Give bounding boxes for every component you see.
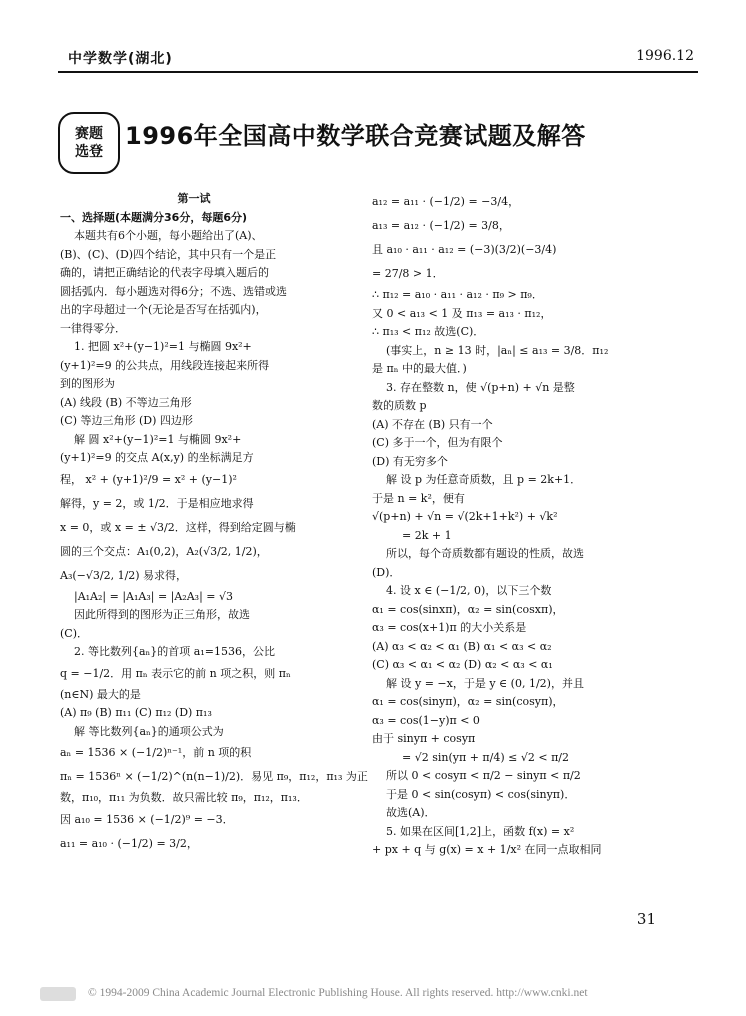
text-line: 所以 0 < cosyπ < π/2 − sinyπ < π/2: [386, 769, 581, 782]
text-line: (n∈N) 最大的是: [60, 687, 141, 701]
journal-name: 中学数学(湖北): [68, 51, 173, 67]
text-line: = 27/8 > 1．: [372, 267, 444, 280]
text-line: |A₁A₂| = |A₁A₃| = |A₂A₃| = √3: [74, 589, 233, 603]
text-line: 解得，y = 2，或 1/2．于是相应地求得: [60, 496, 254, 510]
text-line: (C) α₃ < α₁ < α₂ (D) α₂ < α₃ < α₁: [372, 658, 553, 671]
text-line: α₃ = cos(x+1)π 的大小关系是: [372, 621, 527, 634]
copyright-text: © 1994-2009 China Academic Journal Electronic Publishing House. All rights reserved. http://www.cnki.net: [88, 987, 588, 999]
badge-line-2: 选登: [75, 144, 103, 160]
right-column: [372, 190, 666, 860]
text-line: 2. 等比数列{aₙ}的首项 a₁=1536，公比: [74, 645, 275, 658]
text-line: (y+1)²=9 的交点 A(x,y) 的坐标满足方: [60, 451, 254, 464]
text-line: (A) α₃ < α₂ < α₁ (B) α₁ < α₃ < α₂: [372, 639, 552, 653]
text-line: 又 0 < a₁₃ < 1 及 π₁₃ = a₁₃ · π₁₂，: [372, 306, 552, 320]
text-line: (A) 线段 (B) 不等边三角形: [60, 395, 192, 409]
text-line: 由于 sinyπ + cosyπ: [372, 732, 476, 745]
text-line: x = 0，或 x = ± √3/2．这样，得到给定圆与椭: [60, 520, 296, 534]
text-line: 所以，每个奇质数都有题设的性质，故选: [386, 547, 584, 560]
running-header: [68, 46, 694, 68]
text-line: 解 等比数列{aₙ}的通项公式为: [74, 724, 224, 738]
text-line: 一律得零分．: [60, 321, 126, 335]
text-line: a₁₂ = a₁₁ · (−1/2) = −3/4，: [372, 195, 520, 208]
left-column: [60, 190, 368, 856]
text-line: ∴ π₁₃ < π₁₂ 故选(C)．: [372, 325, 485, 338]
text-line: a₁₃ = a₁₂ · (−1/2) = 3/8，: [372, 219, 510, 232]
text-line: 数的质数 p: [372, 399, 427, 412]
text-line: 程， x² + (y+1)²/9 = x² + (y−1)²: [60, 472, 237, 486]
text-line: (C) 多于一个，但为有限个: [372, 436, 503, 449]
article-title: 1996年全国高中数学联合竞赛试题及解答: [125, 122, 586, 150]
text-line: 数，π₁₀，π₁₁ 为负数．故只需比较 π₉，π₁₂，π₁₃．: [60, 791, 308, 804]
section-badge: [58, 112, 120, 174]
text-line: 1. 把圆 x²+(y−1)²=1 与椭圆 9x²+: [74, 340, 252, 353]
text-line: ∴ π₁₂ = a₁₀ · a₁₁ · a₁₂ · π₉ > π₉．: [372, 288, 543, 301]
text-line: (D) 有无穷多个: [372, 454, 448, 468]
text-line: = 2k + 1: [402, 528, 452, 542]
text-line: α₁ = cos(sinyπ)，α₂ = sin(cosyπ)，: [372, 695, 564, 708]
text-line: a₁₁ = a₁₀ · (−1/2) = 3/2，: [60, 836, 198, 850]
text-line: (D)．: [372, 565, 401, 579]
text-line: 本题共有6个小题，每小题给出了(A)、: [74, 229, 263, 242]
text-line: (A) π₉ (B) π₁₁ (C) π₁₂ (D) π₁₃: [60, 706, 212, 719]
text-line: 因 a₁₀ = 1536 × (−1/2)⁹ = −3．: [60, 812, 234, 826]
header-rule: [58, 71, 698, 73]
issue-date: 1996.12: [636, 48, 694, 64]
text-line: 圆的三个交点：A₁(0,2)，A₂(√3/2, 1/2)，: [60, 544, 268, 558]
text-line: α₃ = cos(1−y)π < 0: [372, 713, 480, 727]
text-line: 一、选择题(本题满分36分，每题6分): [60, 210, 248, 224]
text-line: = √2 sin(yπ + π/4) ≤ √2 < π/2: [402, 750, 569, 764]
text-line: πₙ = 1536ⁿ × (−1/2)^(n(n−1)/2)．易见 π₉，π₁₂，π₁₃ 为正: [60, 770, 368, 783]
text-line: 故选(A)．: [386, 806, 436, 819]
text-line: (B)、(C)、(D)四个结论，其中只有一个是正: [60, 247, 277, 261]
text-line: (C)．: [60, 626, 88, 640]
text-line: 于是 n = k²，便有: [372, 491, 465, 505]
badge-line-1: 赛题: [75, 126, 103, 142]
text-line: 解 设 y = −x，于是 y ∈ (0, 1/2)，并且: [386, 676, 584, 690]
text-line: 解 圆 x²+(y−1)²=1 与椭圆 9x²+: [74, 432, 242, 446]
text-line: (y+1)²=9 的公共点，用线段连接起来所得: [60, 358, 270, 372]
text-line: 于是 0 < sin(cosyπ) < cos(sinyπ)．: [386, 787, 576, 801]
cnki-logo-icon: [40, 987, 76, 1001]
text-line: 是 πₙ 中的最大值．): [372, 362, 467, 375]
text-line: 到的图形为: [60, 377, 115, 390]
text-line: √(p+n) + √n = √(2k+1+k²) + √k²: [372, 510, 558, 523]
text-line: aₙ = 1536 × (−1/2)ⁿ⁻¹，前 n 项的积: [60, 746, 252, 759]
text-line: q = −1/2．用 πₙ 表示它的前 n 项之积，则 πₙ: [60, 666, 291, 680]
text-line: A₃(−√3/2, 1/2) 易求得，: [60, 568, 188, 582]
text-line: 解 设 p 为任意奇质数，且 p = 2k+1．: [386, 473, 582, 486]
text-line: 3. 存在整数 n，使 √(p+n) + √n 是整: [386, 380, 575, 394]
text-line: 确的，请把正确结论的代表字母填入题后的: [60, 266, 269, 279]
text-line: 圆括弧内．每小题选对得6分；不选、选错或选: [60, 284, 287, 298]
text-line: 第一试: [177, 192, 211, 205]
text-line: 4. 设 x ∈ (−1/2, 0)，以下三个数: [386, 584, 552, 597]
text-line: + px + q 与 g(x) = x + 1/x² 在同一点取相同: [372, 843, 602, 856]
text-line: 因此所得到的图形为正三角形，故选: [74, 608, 250, 621]
copyright-footer: [40, 985, 706, 1005]
text-line: (C) 等边三角形 (D) 四边形: [60, 414, 193, 427]
page-number: 31: [636, 910, 656, 928]
text-line: α₁ = cos(sinxπ)，α₂ = sin(cosxπ)，: [372, 602, 564, 616]
text-line: (A) 不存在 (B) 只有一个: [372, 417, 493, 431]
text-line: 出的字母超过一个(无论是否写在括弧内)，: [60, 303, 267, 316]
text-line: 且 a₁₀ · a₁₁ · a₁₂ = (−3)(3/2)(−3/4): [372, 243, 557, 256]
text-line: (事实上，n ≥ 13 时，|aₙ| ≤ a₁₃ = 3/8．π₁₂: [386, 343, 609, 357]
text-line: 5. 如果在区间[1,2]上，函数 f(x) = x²: [386, 824, 575, 838]
